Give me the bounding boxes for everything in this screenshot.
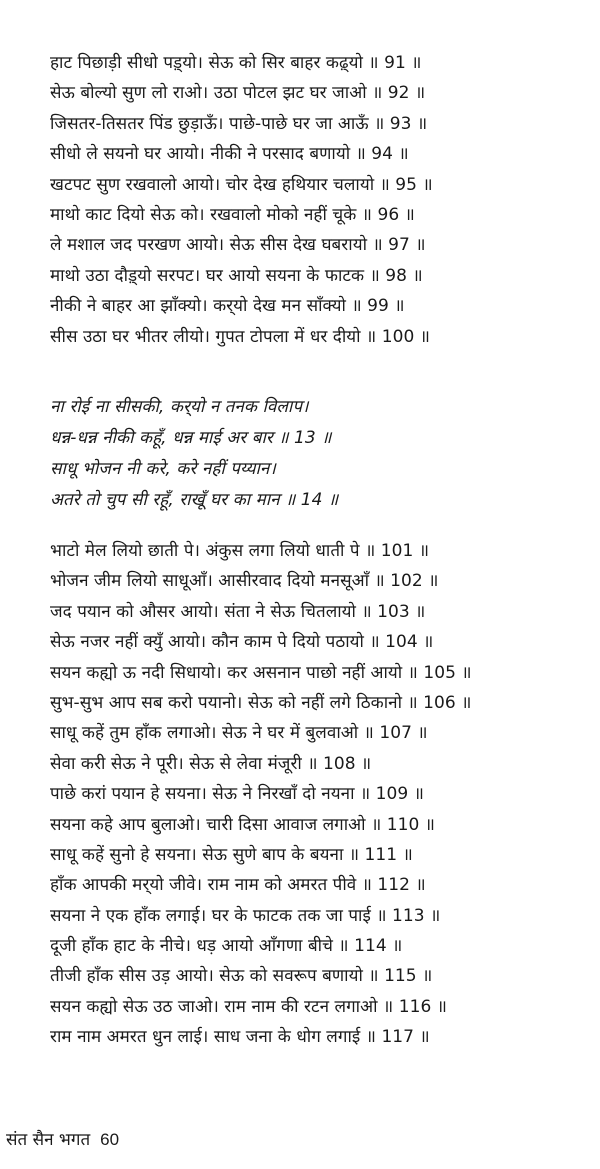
verse-line: सीधो ले सयनो घर आयो। नीकी ने परसाद बणायो ॥ 94 ॥ [50, 144, 409, 165]
verse-line: दूजी हाँक हाट के नीचे। धड़ आयो आँगणा बीचे ॥ 114 ॥ [50, 936, 403, 957]
verse-block-91-100 [50, 48, 590, 352]
verse-line: सयन कह्यो ऊ नदी सिधायो। कर असनान पाछो नहीं आयो ॥ 105 ॥ [50, 662, 472, 683]
verse-line: भोजन जीम लियो साधूआँ। आसीरवाद दियो मनसूआँ ॥ 102 ॥ [50, 571, 439, 592]
verse-line: साधू कहें तुम हाँक लगाओ। सेऊ ने घर में बुलवाओ ॥ 107 ॥ [50, 723, 428, 744]
verse-line: राम नाम अमरत धुन लाई। साध जना के धोग लगाई ॥ 117 ॥ [50, 1027, 430, 1048]
verse-line: ले मशाल जद परखण आयो। सेऊ सीस देख घबरायो ॥ 97 ॥ [50, 235, 426, 256]
verse-line: सुभ-सुभ आप सब करो पयानो। सेऊ को नहीं लगे ठिकानो ॥ 106 ॥ [50, 692, 472, 713]
verse-line: साधू कहें सुनो हे सयना। सेऊ सुणे बाप के बयना ॥ 111 ॥ [50, 844, 413, 865]
verse-line: माथो उठा दौड़्यो सरपट। घर आयो सयना के फाटक ॥ 98 ॥ [50, 265, 423, 286]
verse-line: सीस उठा घर भीतर लीयो। गुपत टोपला में धर दीयो ॥ 100 ॥ [50, 326, 431, 347]
page-number: 60 [100, 1130, 120, 1149]
verse-line: सेऊ बोल्यो सुण लो राओ। उठा पोटल झट घर जाओ ॥ 92 ॥ [50, 83, 426, 104]
verse-line: हाँक आपकी मर्‌यो जीवे। राम नाम को अमरत पीवे ॥ 112 ॥ [50, 875, 426, 896]
verse-line: जिसतर-तिसतर पिंड छुड़ाऊँ। पाछे-पाछे घर जा आऊँ ॥ 93 ॥ [50, 113, 428, 134]
verse-line: सयना कहे आप बुलाओ। चारी दिसा आवाज लगाओ ॥ 110 ॥ [50, 814, 436, 835]
verse-line: खटपट सुण रखवालो आयो। चोर देख हथियार चलायो ॥ 95 ॥ [50, 174, 433, 195]
couplet-line: धन्न-धन्न नीकी कहूँ, धन्न माई अर बार ॥ 13 ॥ [50, 428, 332, 448]
page-footer [6, 1128, 119, 1152]
verse-line: सेऊ नजर नहीं क्युँ आयो। कौन काम पे दियो पठायो ॥ 104 ॥ [50, 632, 434, 653]
verse-line: सयन कह्यो सेऊ उठ जाओ। राम नाम की रटन लगाओ ॥ 116 ॥ [50, 996, 447, 1017]
verse-line: जद पयान को औसर आयो। संता ने सेऊ चितलायो ॥ 103 ॥ [50, 601, 426, 622]
couplet-line: ना रोई ना सीसकी, कर्‌यो न तनक विलाप। [50, 397, 309, 417]
verse-block-101-117 [50, 536, 590, 1053]
couplet-line: अतरे तो चुप सी रहूँ, राखूँ घर का मान ॥ 14 ॥ [50, 490, 339, 510]
book-title: संत सैन भगत [6, 1130, 91, 1150]
couplet-line: साधू भोजन नी करे, करे नहीं पय्यान। [50, 459, 276, 479]
verse-line: माथो काट दियो सेऊ को। रखवालो मोको नहीं चूके ॥ 96 ॥ [50, 204, 415, 225]
verse-line: हाट पिछाड़ी सीधो पड़्यो। सेऊ को सिर बाहर कढ़्यो ॥ 91 ॥ [50, 53, 422, 73]
couplet-block-13-14 [50, 392, 590, 516]
verse-line: सेवा करी सेऊ ने पूरी। सेऊ से लेवा मंजूरी ॥ 108 ॥ [50, 753, 372, 774]
verse-line: तीजी हाँक सीस उड़ आयो। सेऊ को सवरूप बणायो ॥ 115 ॥ [50, 966, 433, 987]
verse-line: भाटो मेल लियो छाती पे। अंकुस लगा लियो धाती पे ॥ 101 ॥ [50, 541, 430, 561]
verse-line: नीकी ने बाहर आ झाँक्यो। कर्‌यो देख मन साँक्यो ॥ 99 ॥ [50, 296, 405, 317]
verse-line: सयना ने एक हाँक लगाई। घर के फाटक तक जा पाई ॥ 113 ॥ [50, 905, 441, 926]
verse-line: पाछे करां पयान हे सयना। सेऊ ने निरखाँ दो नयना ॥ 109 ॥ [50, 784, 424, 805]
